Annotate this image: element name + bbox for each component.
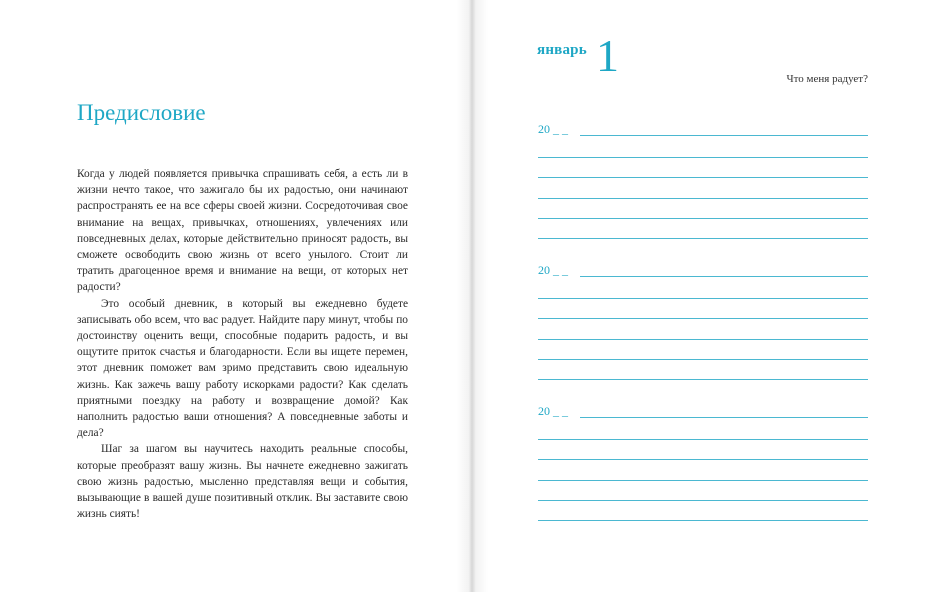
- entry-writing-line[interactable]: [580, 135, 868, 136]
- preface-paragraph-1: Когда у людей появляется привычка спрашивать себя, а есть ли в жизни нечто такое, что зажигало бы их радостью, они начинают распространять ее на все сферы своей жизни. Сосредоточивая свое внимание на вещах, привычках, отношениях, увлечениях или повседневных делах, которые действительно приносят радость, вы сможете освободить свою жизнь от всего унылого. Стоит ли тратить драгоценное время и внимание на вещи, от которых нет радости?: [77, 168, 408, 294]
- journal-entry-1: [538, 122, 868, 239]
- entry-year-label: 20 _ _: [538, 404, 568, 418]
- entry-writing-line[interactable]: [538, 279, 868, 299]
- entry-writing-line[interactable]: [538, 440, 868, 460]
- entry-writing-line[interactable]: [538, 138, 868, 158]
- preface-title: Предисловие: [77, 100, 206, 125]
- entry-writing-line[interactable]: [538, 178, 868, 198]
- preface-paragraph-2: Это особый дневник, в который вы ежедневно будете записывать обо всем, что вас радует. Найдите пару минут, чтобы по достоинству оценить вещи, способные подарить радость, и вы ощутите приток счастья и благодарности. Если вы ищете перемен, этот дневник поможет вам зримо представить свою идеальную жизнь. Как зажечь вашу работу искорками радости? Как сделать приятными поездку на работу и возвращение домой? Как наполнить радостью ваши отношения? А повседневные заботы и дела?: [77, 297, 408, 440]
- journal-prompt: Что меня радует?: [786, 73, 868, 85]
- entry-writing-line[interactable]: [580, 276, 868, 277]
- entry-writing-line[interactable]: [538, 319, 868, 339]
- day-number: 1: [596, 30, 619, 81]
- entry-writing-line[interactable]: [538, 219, 868, 239]
- entry-writing-line[interactable]: [538, 340, 868, 360]
- entry-writing-line[interactable]: [538, 360, 868, 380]
- preface-paragraph-3: Шаг за шагом вы научитесь находить реальные способы, которые преобразят вашу жизнь. Вы начнете ежедневно зажигать свою жизнь радостью, мысленно представляя вещи и события, вызывающие в вашей душе позитивный отклик. Вы заставите свою жизнь сиять!: [77, 443, 408, 521]
- month-name: январь: [537, 42, 587, 58]
- entry-writing-line[interactable]: [538, 501, 868, 521]
- entry-year-label: 20 _ _: [538, 122, 568, 136]
- entry-year-row: [538, 122, 868, 138]
- left-page: [0, 0, 472, 592]
- entry-writing-line[interactable]: [538, 299, 868, 319]
- entry-writing-line[interactable]: [538, 199, 868, 219]
- journal-entry-2: [538, 263, 868, 380]
- entry-writing-line[interactable]: [538, 420, 868, 440]
- entry-year-row: [538, 404, 868, 420]
- entry-writing-line[interactable]: [538, 460, 868, 480]
- journal-entry-3: [538, 404, 868, 521]
- preface-body: [77, 166, 408, 522]
- entry-writing-line[interactable]: [538, 481, 868, 501]
- entry-writing-line[interactable]: [538, 158, 868, 178]
- entry-year-row: [538, 263, 868, 279]
- entry-writing-line[interactable]: [580, 417, 868, 418]
- entry-year-label: 20 _ _: [538, 263, 568, 277]
